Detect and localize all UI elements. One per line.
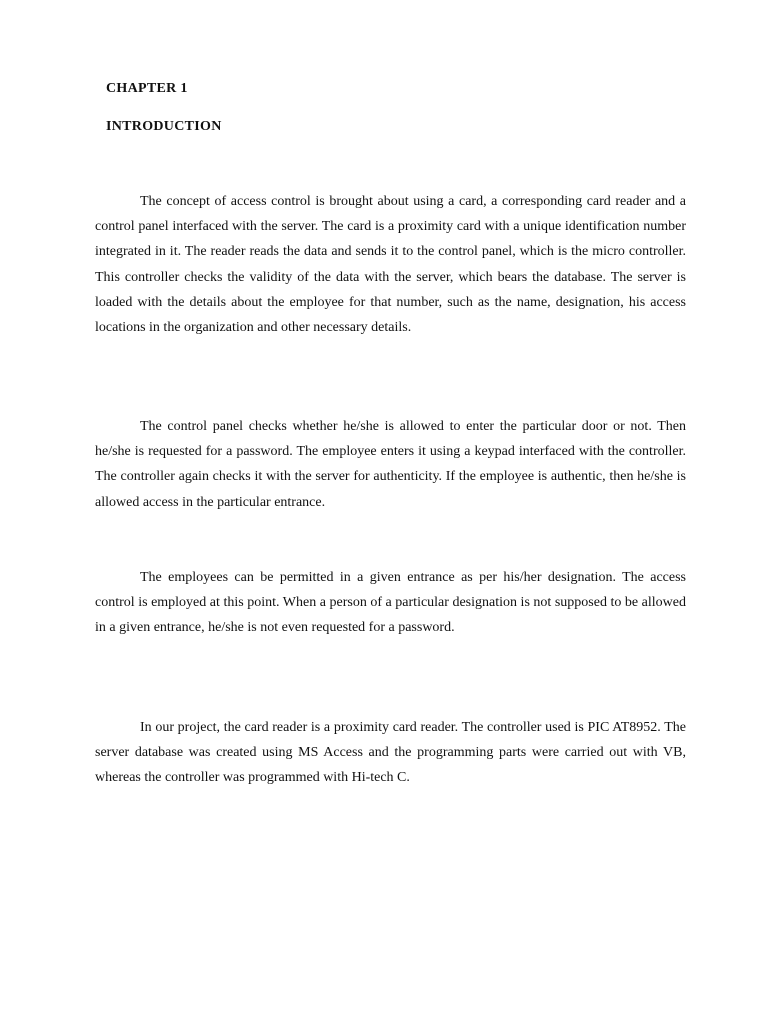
paragraph-access-control-concept: The concept of access control is brought about using a card, a corresponding card reader and a control panel interfaced with the server. The card is a proximity card with a unique identification number integrated in it. The reader reads the data and sends it to the control panel, which is the micro controller. This controller checks the validity of the data with the server, which bears the database. The server is loaded with the details about the employee for that number, such as the name, designation, his access locations in the organization and other necessary details. <box>95 194 686 336</box>
section-title: INTRODUCTION <box>106 119 222 134</box>
paragraph-project-details: In our project, the card reader is a proximity card reader. The controller used is PIC AT8952. The server database was created using MS Access and the programming parts were carried out with VB, whereas the controller was programmed with Hi-tech C. <box>95 720 686 786</box>
paragraph-control-panel: The control panel checks whether he/she is allowed to enter the particular door or not. Then he/she is requested for a password. The employee enters it using a keypad interfaced with the controller. The controller again checks it with the server for authenticity. If the employee is authentic, then he/she is allowed access in the particular entrance. <box>95 419 686 510</box>
paragraph-employee-designation: The employees can be permitted in a given entrance as per his/her designation. The access control is employed at this point. When a person of a particular designation is not supposed to be allowed in a given entrance, he/she is not even requested for a password. <box>95 570 686 636</box>
chapter-label: CHAPTER 1 <box>106 81 188 96</box>
